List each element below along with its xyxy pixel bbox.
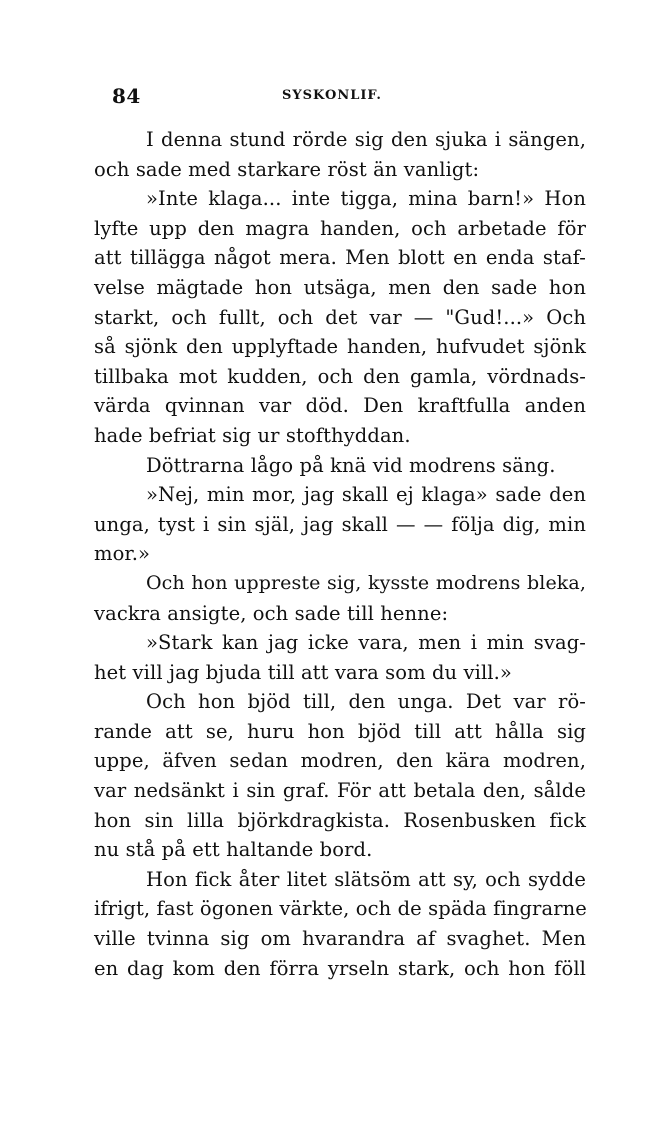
text-line: tillbaka mot kudden, och den gamla, vördnads- (94, 364, 586, 388)
text-line: hade befriat sig ur stofthyddan. (94, 423, 411, 447)
text-line: uppe, äfven sedan modren, den kära modren, (94, 749, 586, 773)
text-line: Hon fick åter litet slätsöm att sy, och sydde (146, 867, 586, 891)
text-line: het vill jag bjuda till att vara som du vill.» (94, 660, 512, 684)
text-line: »Inte klaga... inte tigga, mina barn!» Hon (146, 187, 586, 211)
text-line: starkt, och fullt, och det var — "Gud!...» Och (94, 305, 586, 329)
text-line: hon sin lilla björkdragkista. Rosenbusken fick (94, 808, 586, 832)
text-line: vackra ansigte, och sade till henne: (94, 601, 449, 625)
text-line: ville tvinna sig om hvarandra af svaghet. Men (94, 927, 586, 951)
text-line: en dag kom den förra yrseln stark, och hon föll (94, 956, 586, 980)
text-line: Döttrarna lågo på knä vid modrens säng. (146, 453, 556, 477)
text-line: lyfte upp den magra handen, och arbetade för (94, 216, 586, 240)
text-line: rande att se, huru hon bjöd till att hålla sig (94, 719, 586, 743)
text-line: velse mägtade hon utsäga, men den sade hon (94, 275, 586, 299)
text-line: nu stå på ett haltande bord. (94, 838, 373, 862)
text-line: och sade med starkare röst än vanligt: (94, 157, 480, 181)
text-line: unga, tyst i sin själ, jag skall — — följa dig, min (94, 512, 586, 536)
text-line: Och hon bjöd till, den unga. Det var rö- (146, 690, 586, 714)
text-line: var nedsänkt i sin graf. För att betala den, sålde (94, 779, 586, 803)
text-line: ifrigt, fast ögonen värkte, och de späda fingrarne (94, 897, 587, 921)
running-title: SYSKONLIF. (282, 88, 382, 103)
text-line: I denna stund rörde sig den sjuka i sängen, (146, 128, 586, 151)
text-line: värda qvinnan var död. Den kraftfulla anden (94, 394, 586, 418)
page-number: 84 (112, 84, 141, 108)
text-line: så sjönk den upplyftade handen, hufvudet sjönk (94, 335, 586, 359)
text-line: »Stark kan jag icke vara, men i min svag- (146, 631, 586, 655)
text-line: »Nej, min mor, jag skall ej klaga» sade den (146, 483, 586, 507)
text-line: Och hon uppreste sig, kysste modrens bleka, (146, 571, 586, 594)
text-line: mor.» (94, 542, 151, 566)
running-head (112, 84, 582, 108)
text-line: att tillägga något mera. Men blott en enda staf- (94, 246, 586, 270)
body-text (94, 125, 586, 983)
